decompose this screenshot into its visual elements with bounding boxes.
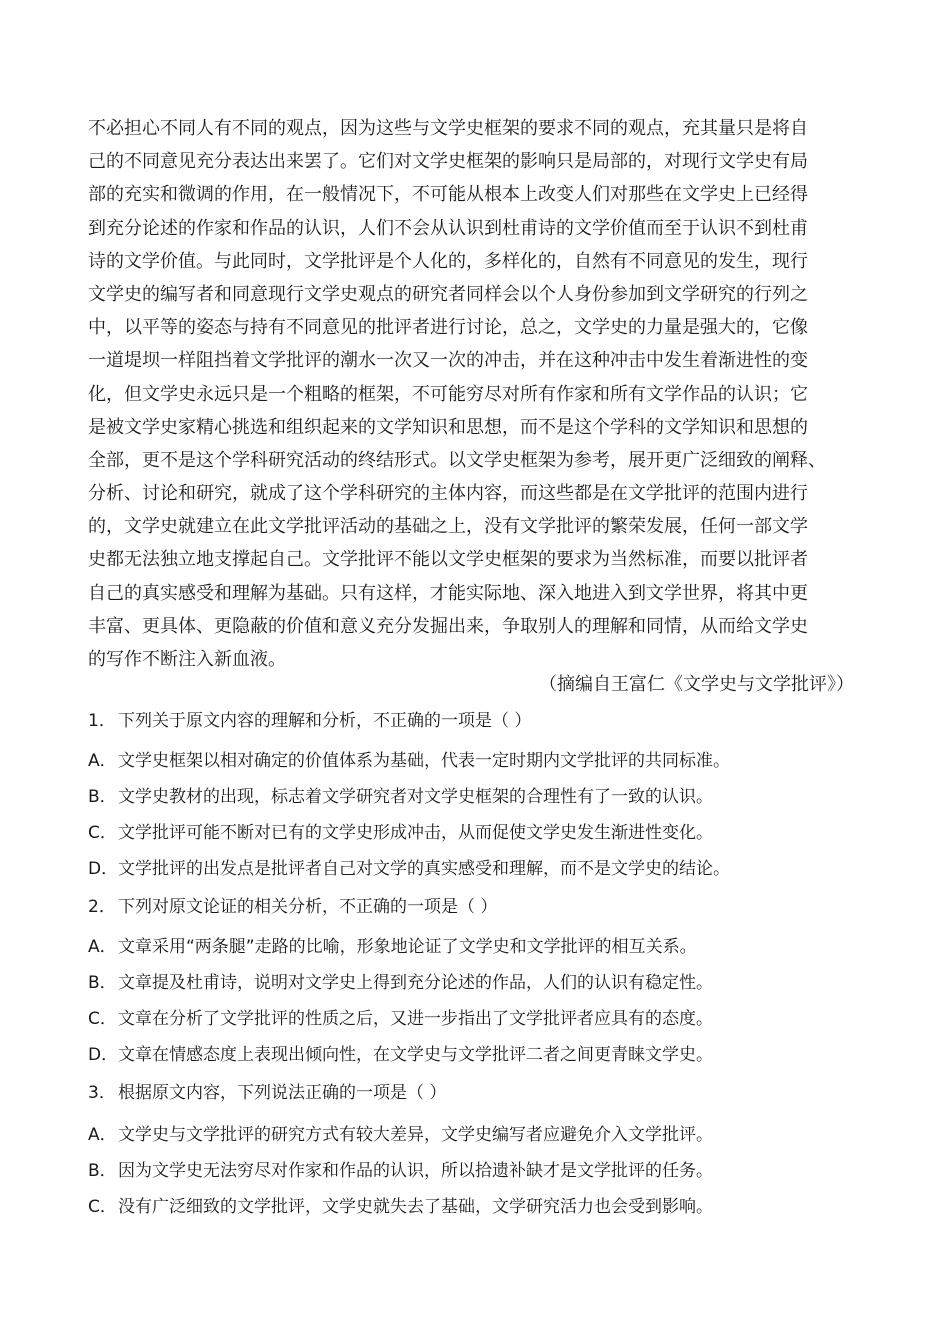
passage-line: 文学史的编写者和同意现行文学史观点的研究者同样会以个人身份参加到文学研究的行列之	[88, 283, 808, 305]
question-text: 下列关于原文内容的理解和分析，不正确的一项是（ ）	[118, 711, 532, 731]
question-stem	[88, 894, 497, 920]
option-letter: D．	[88, 1045, 119, 1065]
option-text: 文章采用“两条腿”走路的比喻，形象地论证了文学史和文学批评的相互关系。	[118, 937, 697, 957]
option-d[interactable]	[88, 1042, 713, 1068]
question-number: 1．	[88, 711, 116, 731]
option-letter: B．	[88, 787, 117, 807]
option-d[interactable]	[88, 856, 730, 882]
passage-line: 化，但文学史永远只是一个粗略的框架，不可能穷尽对所有作家和所有文学作品的认识；它	[88, 383, 808, 405]
passage-line: 中，以平等的姿态与持有不同意见的批评者进行讨论，总之，文学史的力量是强大的，它像	[88, 317, 808, 339]
passage-line: 的，文学史就建立在此文学批评活动的基础之上，没有文学批评的繁荣发展，任何一部文学	[88, 516, 808, 538]
passage-line: 分析、讨论和研究，就成了这个学科研究的主体内容，而这些都是在文学批评的范围内进行	[88, 483, 808, 505]
option-letter: A．	[88, 751, 117, 771]
passage-line: 是被文学史家精心挑选和组织起来的文学知识和思想，而不是这个学科的文学知识和思想的	[88, 416, 808, 438]
option-b[interactable]	[88, 970, 713, 996]
option-text: 文学批评可能不断对已有的文学史形成冲击，从而促使文学史发生渐进性变化。	[118, 823, 713, 843]
option-c[interactable]	[88, 820, 713, 846]
passage-line: 丰富、更具体、更隐蔽的价值和意义充分发掘出来，争取别人的理解和同情，从而给文学史	[88, 615, 808, 637]
option-c[interactable]	[88, 1006, 713, 1032]
option-letter: A．	[88, 937, 117, 957]
question-stem	[88, 1080, 446, 1106]
passage-line: 诗的文学价值。与此同时，文学批评是个人化的，多样化的，自然有不同意见的发生，现行	[88, 250, 808, 272]
passage-line: 不必担心不同人有不同的观点，因为这些与文学史框架的要求不同的观点，充其量只是将自	[88, 118, 808, 139]
option-text: 因为文学史无法穷尽对作家和作品的认识，所以拾遗补缺才是文学批评的任务。	[118, 1161, 713, 1181]
question-number: 3．	[88, 1083, 116, 1103]
passage-line: 自己的真实感受和理解为基础。只有这样，才能实际地、深入地进入到文学世界，将其中更	[88, 582, 808, 604]
passage-line: 的写作不断注入新血液。	[88, 649, 286, 670]
passage-line: 全部，更不是这个学科研究活动的终结形式。以文学史框架为参考，展开更广泛细致的阐释、	[88, 449, 826, 471]
option-text: 文学史与文学批评的研究方式有较大差异，文学史编写者应避免介入文学批评。	[118, 1125, 713, 1145]
reading-passage	[88, 112, 868, 676]
question-number: 2．	[88, 897, 116, 917]
option-text: 没有广泛细致的文学批评，文学史就失去了基础，文学研究活力也会受到影响。	[118, 1197, 713, 1217]
option-letter: C．	[88, 823, 117, 843]
option-b[interactable]	[88, 784, 713, 810]
question-text: 根据原文内容，下列说法正确的一项是（ ）	[118, 1083, 447, 1103]
option-b[interactable]	[88, 1158, 713, 1184]
option-text: 文章提及杜甫诗，说明对文学史上得到充分论述的作品，人们的认识有稳定性。	[118, 973, 713, 993]
option-letter: B．	[88, 1161, 117, 1181]
passage-source: （摘编自王富仁《文学史与文学批评》）	[539, 674, 854, 695]
option-letter: D．	[88, 859, 119, 879]
option-text: 文学史框架以相对确定的价值体系为基础，代表一定时期内文学批评的共同标准。	[118, 751, 730, 771]
option-c[interactable]	[88, 1194, 713, 1220]
question-text: 下列对原文论证的相关分析，不正确的一项是（ ）	[118, 897, 498, 917]
option-text: 文学批评的出发点是批评者自己对文学的真实感受和理解，而不是文学史的结论。	[118, 859, 730, 879]
passage-line: 一道堤坝一样阻挡着文学批评的潮水一次又一次的冲击，并在这种冲击中发生着渐进性的变	[88, 350, 808, 372]
option-text: 文章在情感态度上表现出倾向性，在文学史与文学批评二者之间更青睐文学史。	[118, 1045, 713, 1065]
option-text: 文章在分析了文学批评的性质之后，又进一步指出了文学批评者应具有的态度。	[118, 1009, 713, 1029]
option-letter: C．	[88, 1197, 117, 1217]
passage-line: 部的充实和微调的作用，在一般情况下，不可能从根本上改变人们对那些在文学史上已经得	[88, 184, 808, 206]
passage-line: 己的不同意见充分表达出来罢了。它们对文学史框架的影响只是局部的，对现行文学史有局	[88, 151, 808, 173]
option-a[interactable]	[88, 934, 697, 960]
passage-line: 到充分论述的作家和作品的认识，人们不会从认识到杜甫诗的文学价值而至于认识不到杜甫	[88, 217, 808, 239]
option-a[interactable]	[88, 748, 730, 774]
option-a[interactable]	[88, 1122, 713, 1148]
option-letter: C．	[88, 1009, 117, 1029]
question-stem	[88, 708, 531, 734]
option-text: 文学史教材的出现，标志着文学研究者对文学史框架的合理性有了一致的认识。	[118, 787, 713, 807]
passage-line: 史都无法独立地支撑起自己。文学批评不能以文学史框架的要求为当然标准，而要以批评者	[88, 549, 808, 571]
option-letter: B．	[88, 973, 117, 993]
option-letter: A．	[88, 1125, 117, 1145]
